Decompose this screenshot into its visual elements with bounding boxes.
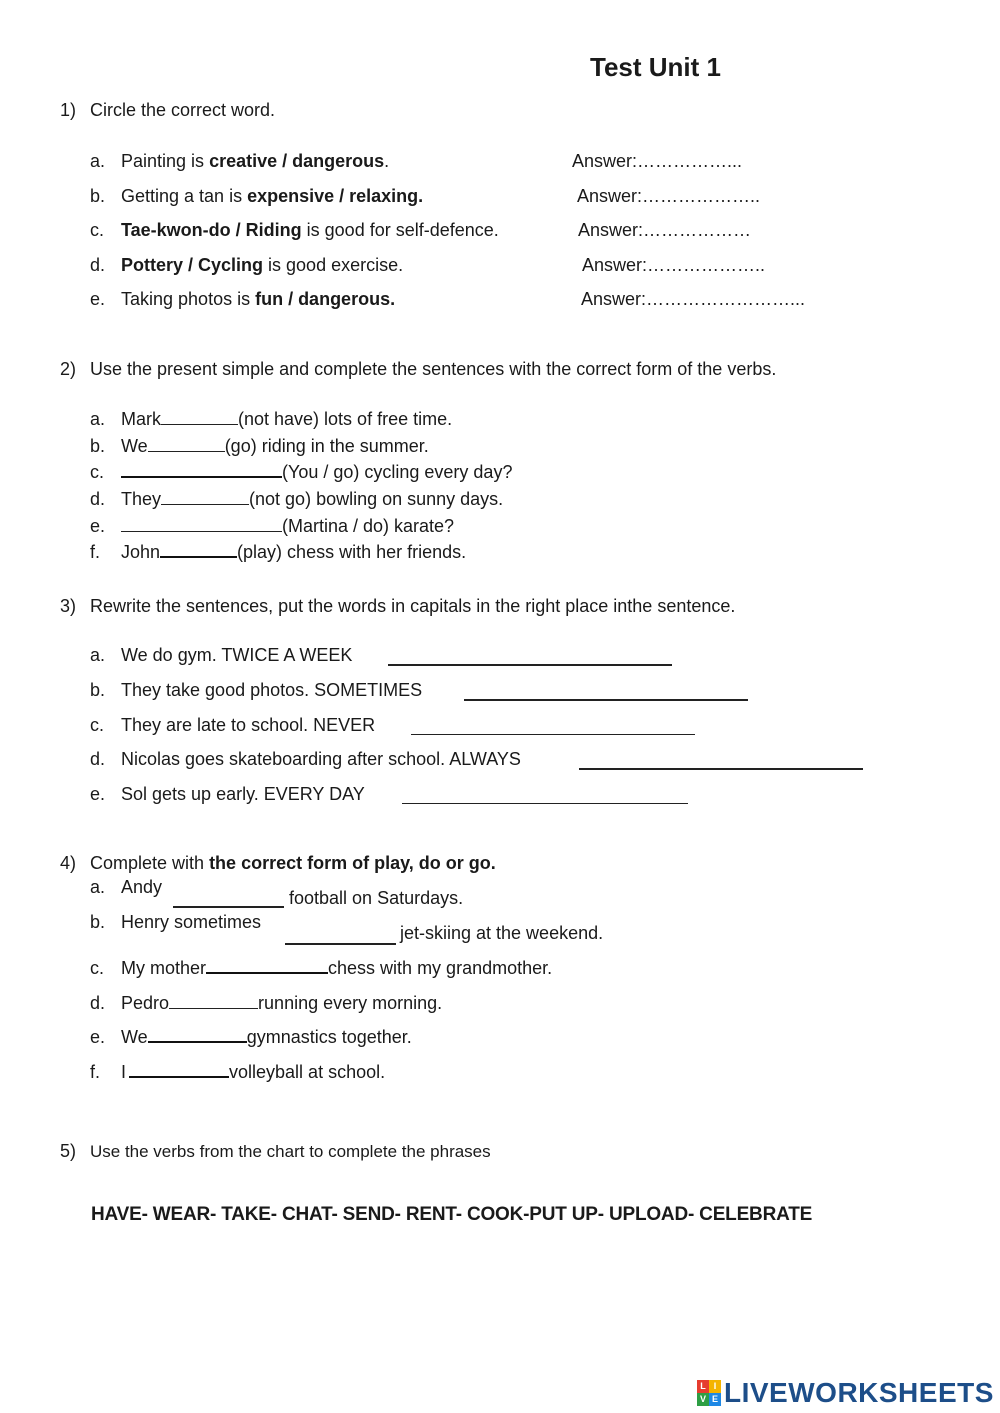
q1-c-options[interactable]: Tae-kwon-do / Riding [121,220,302,240]
q1-a-sentence: Painting is creative / dangerous. [121,151,390,171]
q4-b-letter: b. [90,912,106,932]
q2-c-sentence: (You / go) cycling every day? [121,462,512,483]
q4-d-sentence: Pedro running every morning. [121,993,443,1013]
q2-a-blank[interactable] [161,410,238,425]
q5-verb-chart: HAVE- WEAR- TAKE- CHAT- SEND- RENT- COOK-PUT UP- UPLOAD- CELEBRATE [91,1204,813,1225]
q5-number: 5) [60,1141,77,1161]
q1-c-sentence: Tae-kwon-do / Riding is good for self-defence. [121,220,499,240]
q1-a-answer[interactable]: Answer:……………... [572,151,743,171]
q4-number: 4) [60,853,77,873]
q1-c-answer[interactable]: Answer:……………… [578,220,752,240]
q4-instruction: Complete with the correct form of play, do or go. [90,853,496,873]
q4-c-blank[interactable] [206,958,328,974]
q3-c-answer-line[interactable] [411,734,695,735]
q3-d-letter: d. [90,749,106,769]
q4-b-subject: Henry sometimes [121,912,262,932]
q2-f-blank[interactable] [160,542,237,558]
q2-c-blank[interactable] [121,462,282,478]
q4-c-sentence: My mother chess with my grandmother. [121,958,553,978]
q4-a-subject: Andy [121,877,163,897]
liveworksheets-logo-text: LIVEWORKSHEETS [724,1377,994,1408]
q3-a-answer-line[interactable] [388,664,672,666]
q2-a-sentence: Mark (not have) lots of free time. [121,409,453,429]
liveworksheets-logo-icon: L I V E [697,1380,721,1406]
q3-c-letter: c. [90,715,105,735]
q4-e-sentence: We gymnastics together. [121,1027,412,1047]
q4-a-blank[interactable] [173,906,284,908]
q1-e-sentence: Taking photos is fun / dangerous. [121,289,396,309]
page-title: Test Unit 1 [590,52,721,82]
q3-e-answer-line[interactable] [402,803,688,804]
q1-a-letter: a. [90,151,106,171]
q4-a-letter: a. [90,877,106,897]
q1-d-sentence: Pottery / Cycling is good exercise. [121,255,404,275]
q1-d-answer[interactable]: Answer:……………….. [582,255,766,275]
q2-e-sentence: (Martina / do) karate? [121,516,454,537]
q1-d-letter: d. [90,255,106,275]
q4-f-letter: f. [90,1062,101,1082]
q3-e-letter: e. [90,784,106,804]
q4-f-blank[interactable] [129,1062,229,1078]
q2-e-letter: e. [90,516,106,536]
q4-a-rest: football on Saturdays. [289,888,464,908]
q2-e-blank[interactable] [121,517,282,532]
q2-b-sentence: We (go) riding in the summer. [121,436,429,456]
q2-d-blank[interactable] [161,490,249,505]
q2-c-letter: c. [90,462,105,482]
q4-b-blank[interactable] [285,943,396,945]
q3-c-sentence: They are late to school. NEVER [121,715,376,735]
q1-c-letter: c. [90,220,105,240]
q1-e-answer[interactable]: Answer:……………………... [581,289,806,309]
q3-b-answer-line[interactable] [464,699,748,701]
q3-a-sentence: We do gym. TWICE A WEEK [121,645,353,665]
q2-d-sentence: They (not go) bowling on sunny days. [121,489,504,509]
q2-b-letter: b. [90,436,106,456]
q4-f-sentence: I volleyball at school. [121,1062,386,1082]
q1-b-letter: b. [90,186,106,206]
q1-d-options[interactable]: Pottery / Cycling [121,255,264,275]
q3-b-letter: b. [90,680,106,700]
q2-number: 2) [60,359,77,379]
q4-e-blank[interactable] [148,1027,247,1043]
q4-e-letter: e. [90,1027,106,1047]
q3-instruction: Rewrite the sentences, put the words in capitals in the right place inthe sentence. [90,596,736,616]
q4-d-letter: d. [90,993,106,1013]
q4-d-blank[interactable] [169,994,258,1009]
q3-d-answer-line[interactable] [579,768,863,770]
q3-a-letter: a. [90,645,106,665]
q1-b-options[interactable]: expensive / relaxing. [247,186,424,206]
q1-e-letter: e. [90,289,106,309]
q4-b-rest: jet-skiing at the weekend. [400,923,604,943]
q2-instruction: Use the present simple and complete the sentences with the correct form of the verbs. [90,359,777,379]
q1-b-answer[interactable]: Answer:……………….. [577,186,761,206]
q1-e-options[interactable]: fun / dangerous. [255,289,396,309]
q3-b-sentence: They take good photos. SOMETIMES [121,680,423,700]
q5-instruction: Use the verbs from the chart to complete the phrases [90,1142,491,1161]
q1-instruction: Circle the correct word. [90,100,276,120]
q1-b-sentence: Getting a tan is expensive / relaxing. [121,186,424,206]
liveworksheets-logo[interactable] [697,1377,994,1409]
q2-a-letter: a. [90,409,106,429]
q2-b-blank[interactable] [148,437,225,452]
q4-c-letter: c. [90,958,105,978]
q2-d-letter: d. [90,489,106,509]
q3-number: 3) [60,596,77,616]
q3-d-sentence: Nicolas goes skateboarding after school. ALWAYS [121,749,521,769]
q1-number: 1) [60,100,77,120]
q3-e-sentence: Sol gets up early. EVERY DAY [121,784,365,804]
q1-a-options[interactable]: creative / dangerous [209,151,385,171]
q2-f-sentence: John (play) chess with her friends. [121,542,467,562]
q2-f-letter: f. [90,542,101,562]
